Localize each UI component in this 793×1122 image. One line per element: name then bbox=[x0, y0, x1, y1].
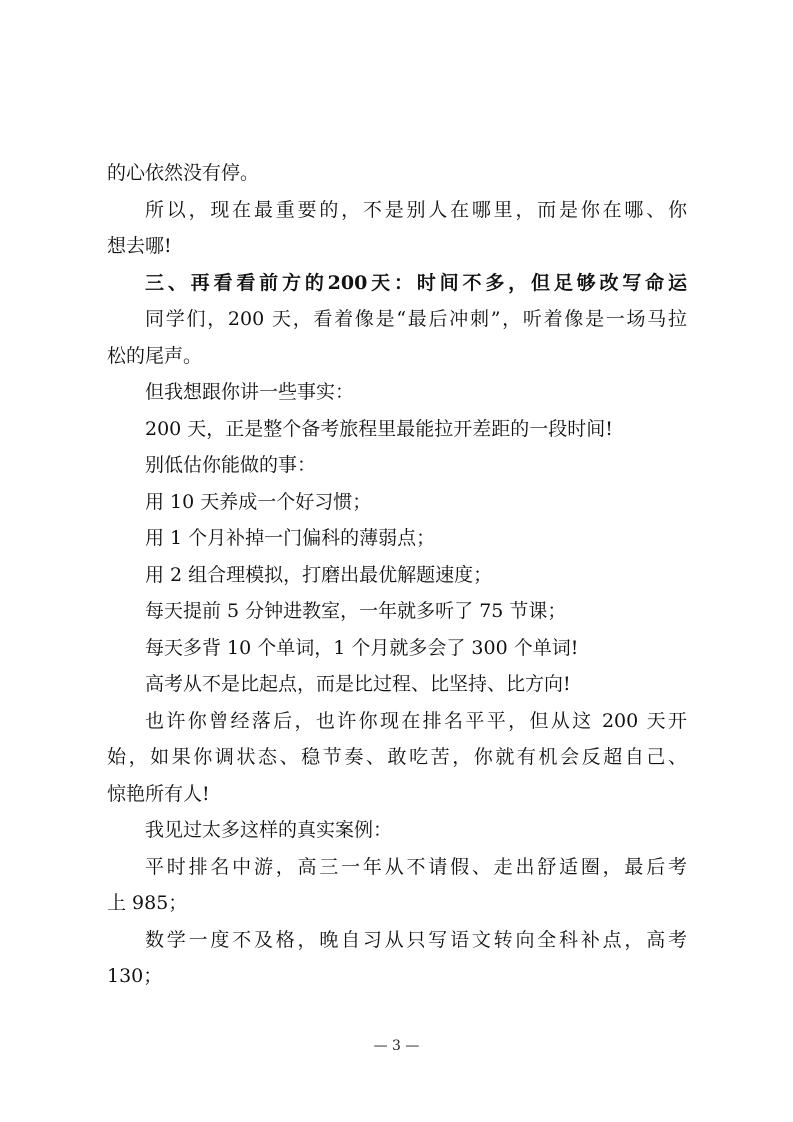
text-line: 别低估你能做的事： bbox=[145, 454, 317, 476]
text-line: 所以，现在最重要的，不是别人在哪里，而是你在哪、你 bbox=[145, 198, 687, 221]
text-line: 我见过太多这样的真实案例： bbox=[145, 819, 393, 841]
text-line: 想去哪! bbox=[107, 235, 172, 257]
text-line: 上 985； bbox=[107, 892, 188, 914]
page-number: — 3 — bbox=[373, 1038, 420, 1054]
text-line: 200 天，正是整个备考旅程里最能拉开差距的一段时间! bbox=[145, 417, 613, 440]
text-line: 惊艳所有人! bbox=[107, 782, 210, 805]
text-line: 但我想跟你讲一些事实： bbox=[145, 381, 355, 403]
text-line: 每天提前 5 分钟进教室，一年就多听了 75 节课； bbox=[145, 600, 567, 622]
text-line: 始，如果你调状态、稳节奏、敢吃苦，你就有机会反超自己、 bbox=[107, 746, 687, 768]
document-body bbox=[107, 155, 687, 995]
text-line: 的心依然没有停。 bbox=[107, 162, 260, 184]
text-line: 用 1 个月补掉一门偏科的薄弱点； bbox=[145, 527, 436, 549]
text-line: 用 2 组合理模拟，打磨出最优解题速度； bbox=[145, 563, 493, 586]
text-line: 数学一度不及格，晚自习从只写语文转向全科补点，高考 bbox=[145, 928, 687, 951]
text-line: 也许你曾经落后，也许你现在排名平平，但从这 200 天开 bbox=[145, 709, 687, 732]
text-line: 同学们，200 天，看着像是“最后冲刺”，听着像是一场马拉 bbox=[145, 308, 687, 330]
text-line: 每天多背 10 个单词，1 个月就多会了 300 个单词! bbox=[145, 636, 579, 659]
text-line: 用 10 天养成一个好习惯； bbox=[145, 490, 372, 513]
text-line: 130； bbox=[107, 965, 163, 987]
text-line: 松的尾声。 bbox=[107, 344, 203, 367]
text-line: 高考从不是比起点，而是比过程、比坚持、比方向! bbox=[145, 673, 571, 695]
text-line: 平时排名中游，高三一年从不请假、走出舒适圈，最后考 bbox=[145, 855, 687, 878]
section-heading: 三、再看看前方的200天：时间不多，但足够改写命运 bbox=[145, 271, 687, 294]
